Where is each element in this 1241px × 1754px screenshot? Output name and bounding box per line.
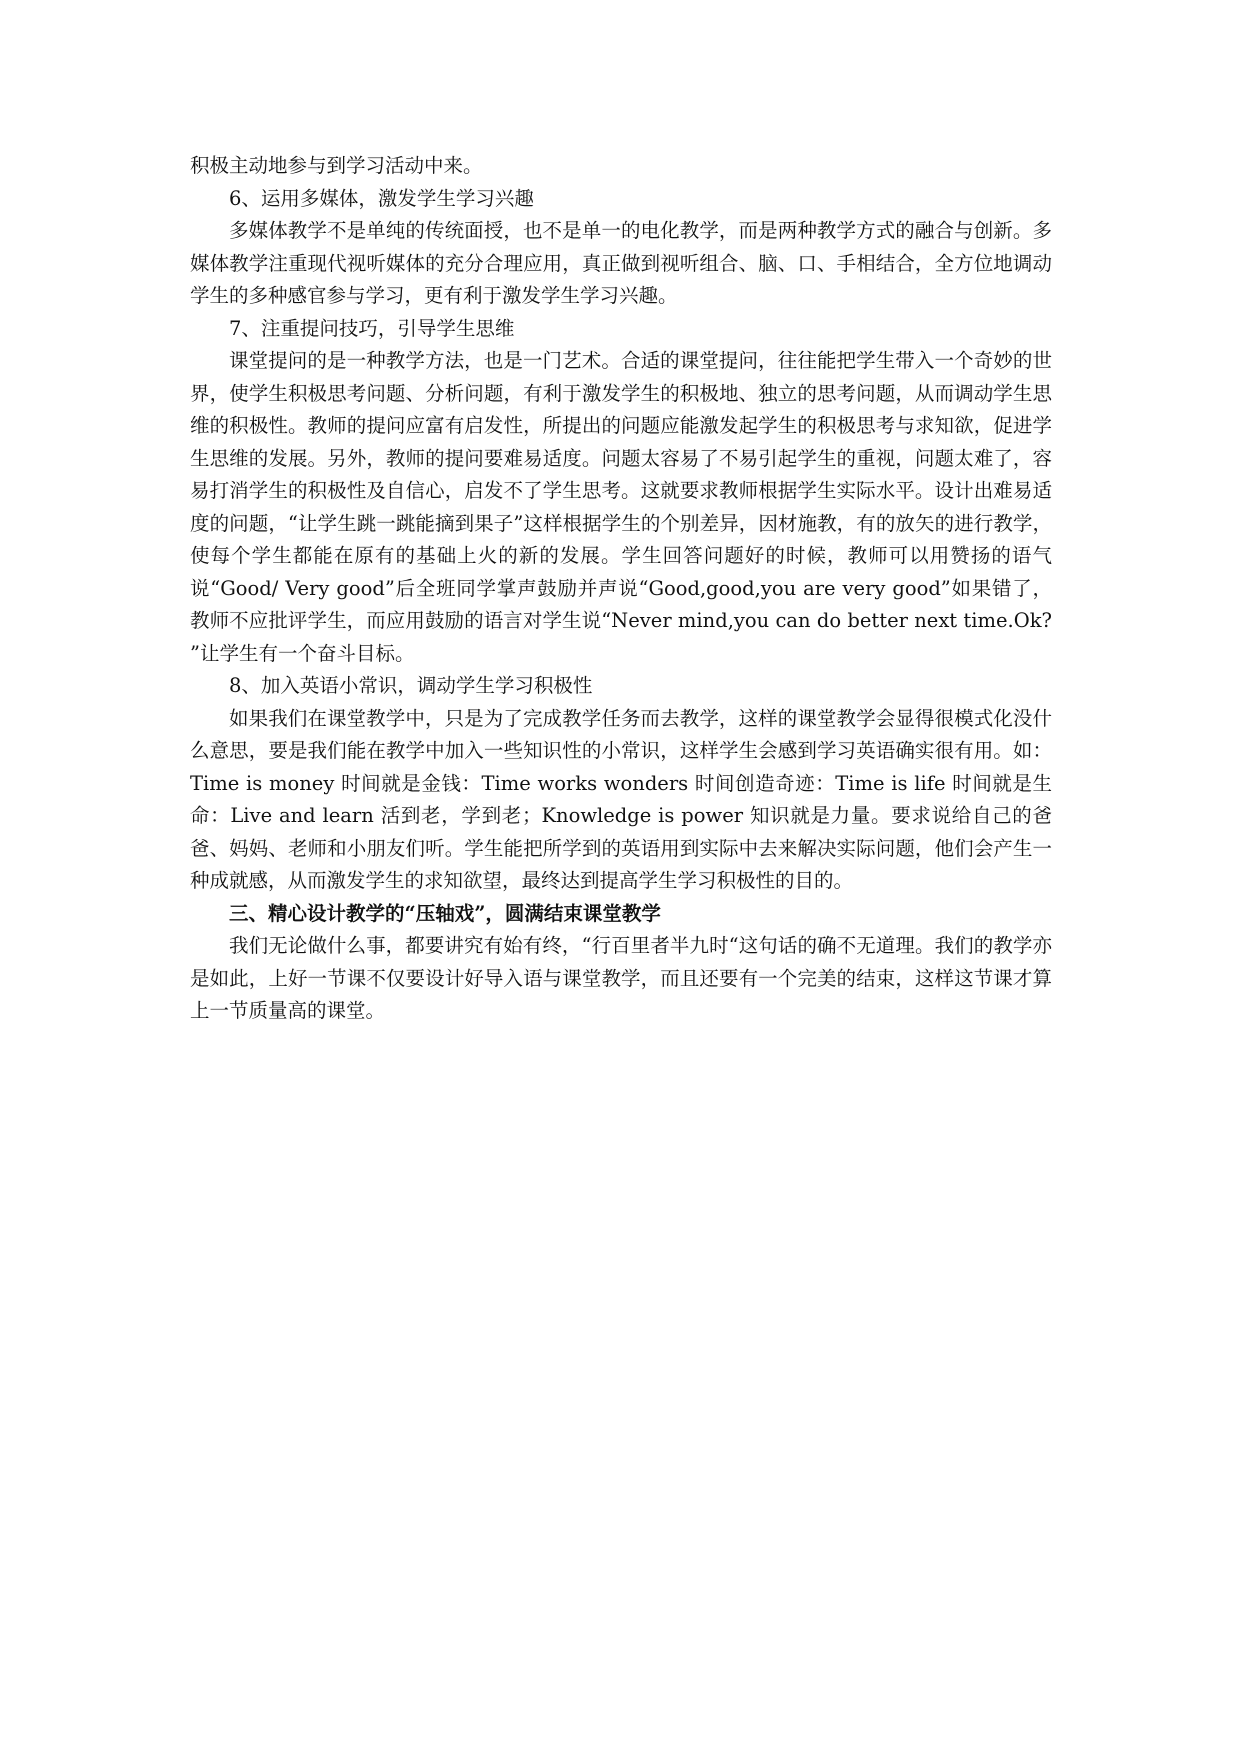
section-heading-8: 8、加入英语小常识，调动学生学习积极性 <box>229 674 593 697</box>
section-heading-7: 7、注重提问技巧，引导学生思维 <box>229 316 515 340</box>
chapter-heading-3: 三、精心设计教学的“压轴戏”，圆满结束课堂教学 <box>229 901 661 925</box>
document-body <box>190 150 1052 1028</box>
paragraph-english-tips: 如果我们在课堂教学中，只是为了完成教学任务而去教学，这样的课堂教学会显得很模式化没什么意思，要是我们能在教学中加入一些知识性的小常识，这样学生会感到学习英语确实很有用。如：Time is money 时间就是金钱：Time works wonders 时间创造奇迹：Time is life 时间就是生命：Live and learn 活到老，学到老；Knowledge is power 知识就是力量。要求说给自己的爸爸、妈妈、老师和小朋友们听。学生能把所学到的英语用到实际中去来解决实际问题，他们会产生一种成就感，从而激发学生的求知欲望，最终达到提高学生学习积极性的目的。 <box>190 706 1052 892</box>
section-heading-6: 6、运用多媒体，激发学生学习兴趣 <box>229 186 534 210</box>
paragraph-continuation: 积极主动地参与到学习活动中来。 <box>190 154 483 177</box>
paragraph-questioning: 课堂提问的是一种教学方法，也是一门艺术。合适的课堂提问，往往能把学生带入一个奇妙的世界，使学生积极思考问题、分析问题，有利于激发学生的积极地、独立的思考问题，从而调动学生思维的积极性。教师的提问应富有启发性，所提出的问题应能激发起学生的积极思考与求知欲，促进学生思维的发展。另外，教师的提问要难易适度。问题太容易了不易引起学生的重视，问题太难了，容易打消学生的积极性及自信心，启发不了学生思考。这就要求教师根据学生实际水平。设计出难易适度的问题，“让学生跳一跳能摘到果子”这样根据学生的个别差异，因材施教，有的放矢的进行教学，使每个学生都能在原有的基础上火的新的发展。学生回答问题好的时候，教师可以用赞扬的语气说“Good/ Very good”后全班同学掌声鼓励并声说“Good,good,you are very good”如果错了，教师不应批评学生，而应用鼓励的语言对学生说“Never mind,you can do better next time.Ok? ”让学生有一个奋斗目标。 <box>190 349 1052 665</box>
paragraph-ending: 我们无论做什么事，都要讲究有始有终，“行百里者半九时“这句话的确不无道理。我们的教学亦是如此，上好一节课不仅要设计好导入语与课堂教学，而且还要有一个完美的结束，这样这节课才算上一节质量高的课堂。 <box>190 934 1052 1022</box>
paragraph-multimedia: 多媒体教学不是单纯的传统面授，也不是单一的电化教学，而是两种教学方式的融合与创新。多媒体教学注重现代视听媒体的充分合理应用，真正做到视听组合、脑、口、手相结合，全方位地调动学生的多种感官参与学习，更有利于激发学生学习兴趣。 <box>190 219 1052 307</box>
